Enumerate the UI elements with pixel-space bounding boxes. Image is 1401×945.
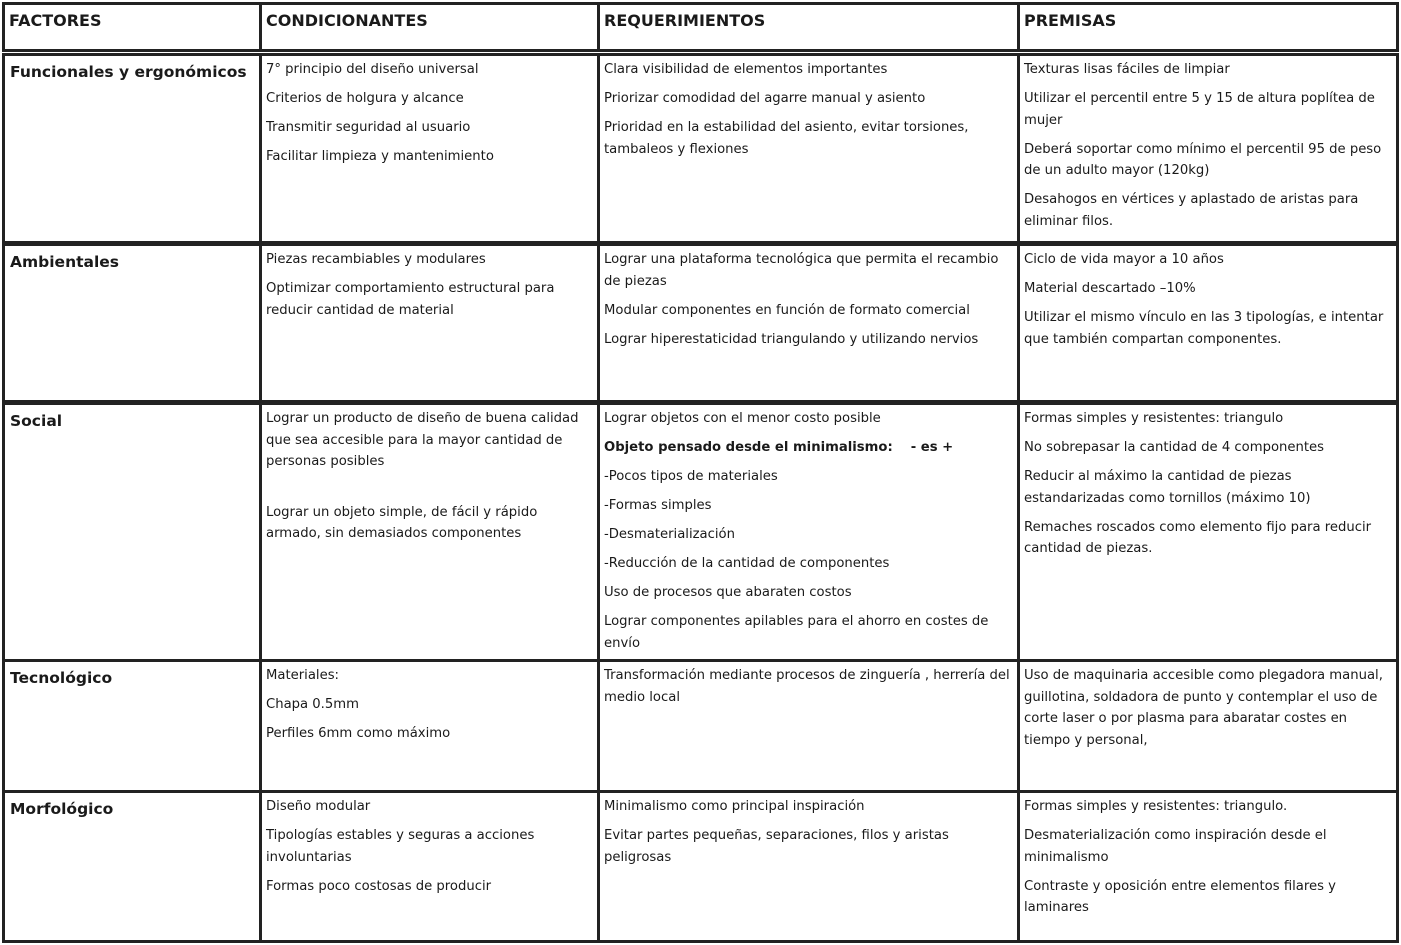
list-item: Utilizar el percentil entre 5 y 15 de altura poplítea de mujer	[1024, 91, 1375, 128]
premisas-cell	[1017, 402, 1399, 662]
list-item: No sobrepasar la cantidad de 4 componentes	[1024, 440, 1325, 455]
condicionantes-cell	[259, 243, 600, 403]
list-item: Clara visibilidad de elementos importantes	[604, 62, 888, 77]
list-item: Contraste y oposición entre elementos filares y laminares	[1024, 878, 1336, 915]
list-item: Desahogos en vértices y aplastado de aristas para eliminar filos.	[1024, 192, 1359, 229]
premisas-cell	[1017, 790, 1399, 943]
condicionantes-cell	[259, 790, 600, 943]
factor-morfologico: Morfológico	[2, 790, 262, 943]
list-item: Reducir al máximo la cantidad de piezas estandarizadas como tornillos (máximo 10)	[1024, 469, 1311, 506]
list-item: Materiales:	[266, 668, 340, 683]
list-item: -Formas simples	[604, 498, 712, 513]
factor-tecnologico: Tecnológico	[2, 659, 262, 793]
list-item: -Reducción de la cantidad de componentes	[604, 556, 890, 571]
list-item: Lograr objetos con el menor costo posible	[604, 411, 881, 426]
list-item: Transformación mediante procesos de zinguería , herrería del medio local	[604, 668, 1010, 705]
list-item: Perfiles 6mm como máximo	[266, 726, 451, 741]
list-item: Transmitir seguridad al usuario	[266, 120, 471, 135]
list-item: Uso de maquinaria accesible como plegadora manual, guillotina, soldadora de punto y contemplar el uso de corte laser o por plasma para abaratar costes en tiempo y personal,	[1024, 668, 1383, 748]
list-item: Formas poco costosas de producir	[266, 878, 492, 894]
list-item: Piezas recambiables y modulares	[266, 252, 486, 267]
list-item: Texturas lisas fáciles de limpiar	[1024, 62, 1230, 77]
list-item: Remaches roscados como elemento fijo para reducir cantidad de piezas.	[1024, 519, 1372, 556]
minimalism-motto: - es +	[910, 440, 954, 455]
list-item: Formas simples y resistentes: triangulo	[1024, 411, 1284, 426]
header-premisas: PREMISAS	[1017, 2, 1399, 52]
list-item: Evitar partes pequeñas, separaciones, filos y aristas peligrosas	[604, 828, 949, 865]
list-item: Priorizar comodidad del agarre manual y asiento	[604, 91, 926, 106]
list-item: Minimalismo como principal inspiración	[604, 799, 865, 814]
factor-ambientales: Ambientales	[2, 243, 262, 403]
list-item: Lograr hiperestaticidad triangulando y utilizando nervios	[604, 331, 979, 347]
list-item: Ciclo de vida mayor a 10 años	[1024, 252, 1224, 267]
list-item: Lograr un producto de diseño de buena calidad que sea accesible para la mayor cantidad de personas posibles	[266, 411, 579, 469]
list-item: Facilitar limpieza y mantenimiento	[266, 149, 494, 164]
minimalism-heading: Objeto pensado desde el minimalismo:	[604, 440, 893, 455]
factor-social: Social	[2, 402, 262, 662]
list-item: Lograr un objeto simple, de fácil y rápido armado, sin demasiados componentes	[266, 504, 538, 541]
list-item: -Pocos tipos de materiales	[604, 469, 778, 484]
list-item: 7° principio del diseño universal	[266, 62, 479, 77]
list-item: Formas simples y resistentes: triangulo.	[1024, 799, 1288, 814]
list-item: Uso de procesos que abaraten costos	[604, 585, 852, 600]
list-item: Deberá soportar como mínimo el percentil 95 de peso de un adulto mayor (120kg)	[1024, 141, 1382, 178]
premisas-cell	[1017, 659, 1399, 793]
header-condicionantes: CONDICIONANTES	[259, 2, 600, 52]
list-item: Utilizar el mismo vínculo en las 3 tipologías, e intentar que también compartan componentes.	[1024, 310, 1384, 347]
header-requerimientos: REQUERIMIENTOS	[597, 2, 1020, 52]
requerimientos-cell	[597, 659, 1020, 793]
premisas-cell	[1017, 243, 1399, 403]
requerimientos-cell	[597, 402, 1020, 662]
header-factores: FACTORES	[2, 2, 262, 52]
requerimientos-cell	[597, 790, 1020, 943]
list-item: Modular componentes en función de formato comercial	[604, 302, 970, 318]
list-item: Chapa 0.5mm	[266, 697, 359, 712]
list-item: Optimizar comportamiento estructural para reducir cantidad de material	[266, 281, 555, 318]
condicionantes-cell	[259, 659, 600, 793]
requerimientos-cell	[597, 53, 1020, 244]
list-item: Tipologías estables y seguras a acciones involuntarias	[266, 828, 535, 865]
condicionantes-cell	[259, 402, 600, 662]
list-item: Lograr una plataforma tecnológica que permita el recambio de piezas	[604, 252, 999, 289]
condicionantes-cell	[259, 53, 600, 244]
factor-funcionales: Funcionales y ergonómicos	[2, 53, 262, 244]
premisas-cell	[1017, 53, 1399, 244]
list-item: Lograr componentes apilables para el ahorro en costes de envío	[604, 614, 989, 651]
list-item: Material descartado –10%	[1024, 281, 1196, 296]
list-item: -Desmaterialización	[604, 527, 735, 542]
list-item: Prioridad en la estabilidad del asiento, evitar torsiones, tambaleos y flexiones	[604, 120, 969, 157]
list-item	[604, 437, 1013, 459]
requerimientos-cell	[597, 243, 1020, 403]
list-item: Criterios de holgura y alcance	[266, 91, 464, 106]
list-item: Diseño modular	[266, 799, 371, 814]
list-item: Desmaterialización como inspiración desde el minimalismo	[1024, 828, 1327, 865]
